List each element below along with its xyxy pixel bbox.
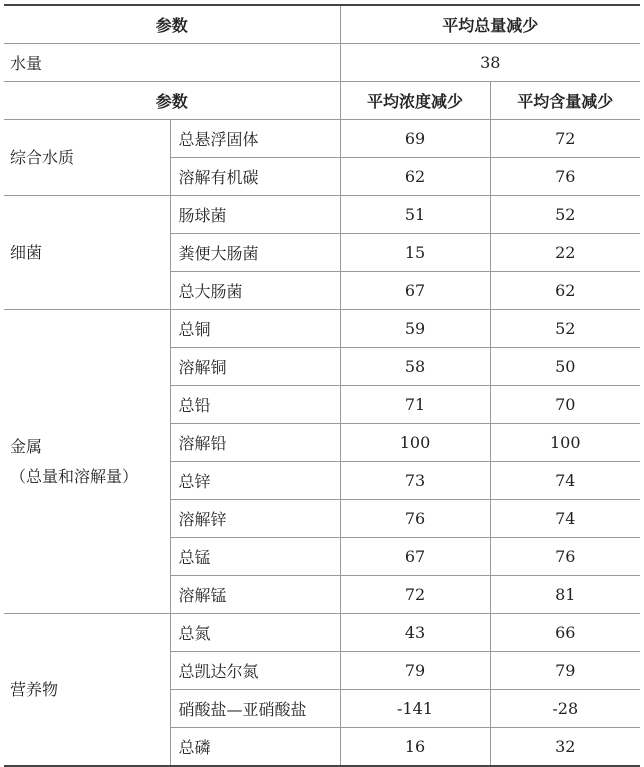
table-row bbox=[4, 310, 640, 348]
param-name: 溶解锰 bbox=[170, 576, 340, 614]
param-name: 总锰 bbox=[170, 538, 340, 576]
group-label-line: 金属 bbox=[10, 436, 43, 456]
content-reduction-value: 100 bbox=[490, 424, 640, 462]
water-row bbox=[4, 44, 640, 82]
param-header: 参数 bbox=[4, 5, 340, 44]
total-reduction-header: 平均总量减少 bbox=[340, 5, 640, 44]
param-name: 硝酸盐—亚硝酸盐 bbox=[170, 690, 340, 728]
conc-reduction-value: 69 bbox=[340, 120, 490, 158]
conc-reduction-value: 100 bbox=[340, 424, 490, 462]
conc-reduction-value: 15 bbox=[340, 234, 490, 272]
content-reduction-value: 81 bbox=[490, 576, 640, 614]
group-label bbox=[4, 310, 170, 614]
content-reduction-value: -28 bbox=[490, 690, 640, 728]
subheader-row bbox=[4, 82, 640, 120]
group-label-line: 综合水质 bbox=[10, 147, 75, 167]
conc-reduction-value: 72 bbox=[340, 576, 490, 614]
conc-reduction-value: 43 bbox=[340, 614, 490, 652]
group-label-line: （总量和溶解量） bbox=[10, 466, 139, 486]
water-label: 水量 bbox=[4, 44, 340, 82]
group-label bbox=[4, 196, 170, 310]
content-reduction-value: 79 bbox=[490, 652, 640, 690]
content-reduction-header: 平均含量减少 bbox=[490, 82, 640, 120]
content-reduction-value: 52 bbox=[490, 196, 640, 234]
data-table bbox=[4, 4, 640, 767]
group-label-line: 细菌 bbox=[10, 242, 43, 262]
group-label-line: 营养物 bbox=[10, 679, 59, 699]
content-reduction-value: 76 bbox=[490, 158, 640, 196]
content-reduction-value: 76 bbox=[490, 538, 640, 576]
content-reduction-value: 74 bbox=[490, 462, 640, 500]
content-reduction-value: 72 bbox=[490, 120, 640, 158]
header-row bbox=[4, 5, 640, 44]
content-reduction-value: 62 bbox=[490, 272, 640, 310]
param-name: 总铅 bbox=[170, 386, 340, 424]
param-name: 总磷 bbox=[170, 728, 340, 767]
param-name: 溶解铅 bbox=[170, 424, 340, 462]
table-row bbox=[4, 614, 640, 652]
conc-reduction-value: 16 bbox=[340, 728, 490, 767]
content-reduction-value: 32 bbox=[490, 728, 640, 767]
water-value: 38 bbox=[340, 44, 640, 82]
conc-reduction-value: 62 bbox=[340, 158, 490, 196]
param-name: 总悬浮固体 bbox=[170, 120, 340, 158]
group-label bbox=[4, 614, 170, 767]
conc-reduction-value: 59 bbox=[340, 310, 490, 348]
content-reduction-value: 74 bbox=[490, 500, 640, 538]
conc-reduction-value: 67 bbox=[340, 538, 490, 576]
content-reduction-value: 66 bbox=[490, 614, 640, 652]
conc-reduction-value: 51 bbox=[340, 196, 490, 234]
conc-reduction-value: 73 bbox=[340, 462, 490, 500]
table-row bbox=[4, 196, 640, 234]
conc-reduction-header: 平均浓度减少 bbox=[340, 82, 490, 120]
conc-reduction-value: 79 bbox=[340, 652, 490, 690]
param-name: 粪便大肠菌 bbox=[170, 234, 340, 272]
param-name: 溶解锌 bbox=[170, 500, 340, 538]
conc-reduction-value: 76 bbox=[340, 500, 490, 538]
param-name: 溶解有机碳 bbox=[170, 158, 340, 196]
param-subheader: 参数 bbox=[4, 82, 340, 120]
param-name: 总氮 bbox=[170, 614, 340, 652]
content-reduction-value: 22 bbox=[490, 234, 640, 272]
param-name: 肠球菌 bbox=[170, 196, 340, 234]
conc-reduction-value: -141 bbox=[340, 690, 490, 728]
table-row bbox=[4, 120, 640, 158]
table-container bbox=[4, 4, 640, 767]
conc-reduction-value: 67 bbox=[340, 272, 490, 310]
param-name: 总凯达尔氮 bbox=[170, 652, 340, 690]
content-reduction-value: 50 bbox=[490, 348, 640, 386]
content-reduction-value: 52 bbox=[490, 310, 640, 348]
table-body bbox=[4, 5, 640, 766]
param-name: 溶解铜 bbox=[170, 348, 340, 386]
content-reduction-value: 70 bbox=[490, 386, 640, 424]
group-label bbox=[4, 120, 170, 196]
param-name: 总锌 bbox=[170, 462, 340, 500]
param-name: 总大肠菌 bbox=[170, 272, 340, 310]
conc-reduction-value: 58 bbox=[340, 348, 490, 386]
param-name: 总铜 bbox=[170, 310, 340, 348]
conc-reduction-value: 71 bbox=[340, 386, 490, 424]
